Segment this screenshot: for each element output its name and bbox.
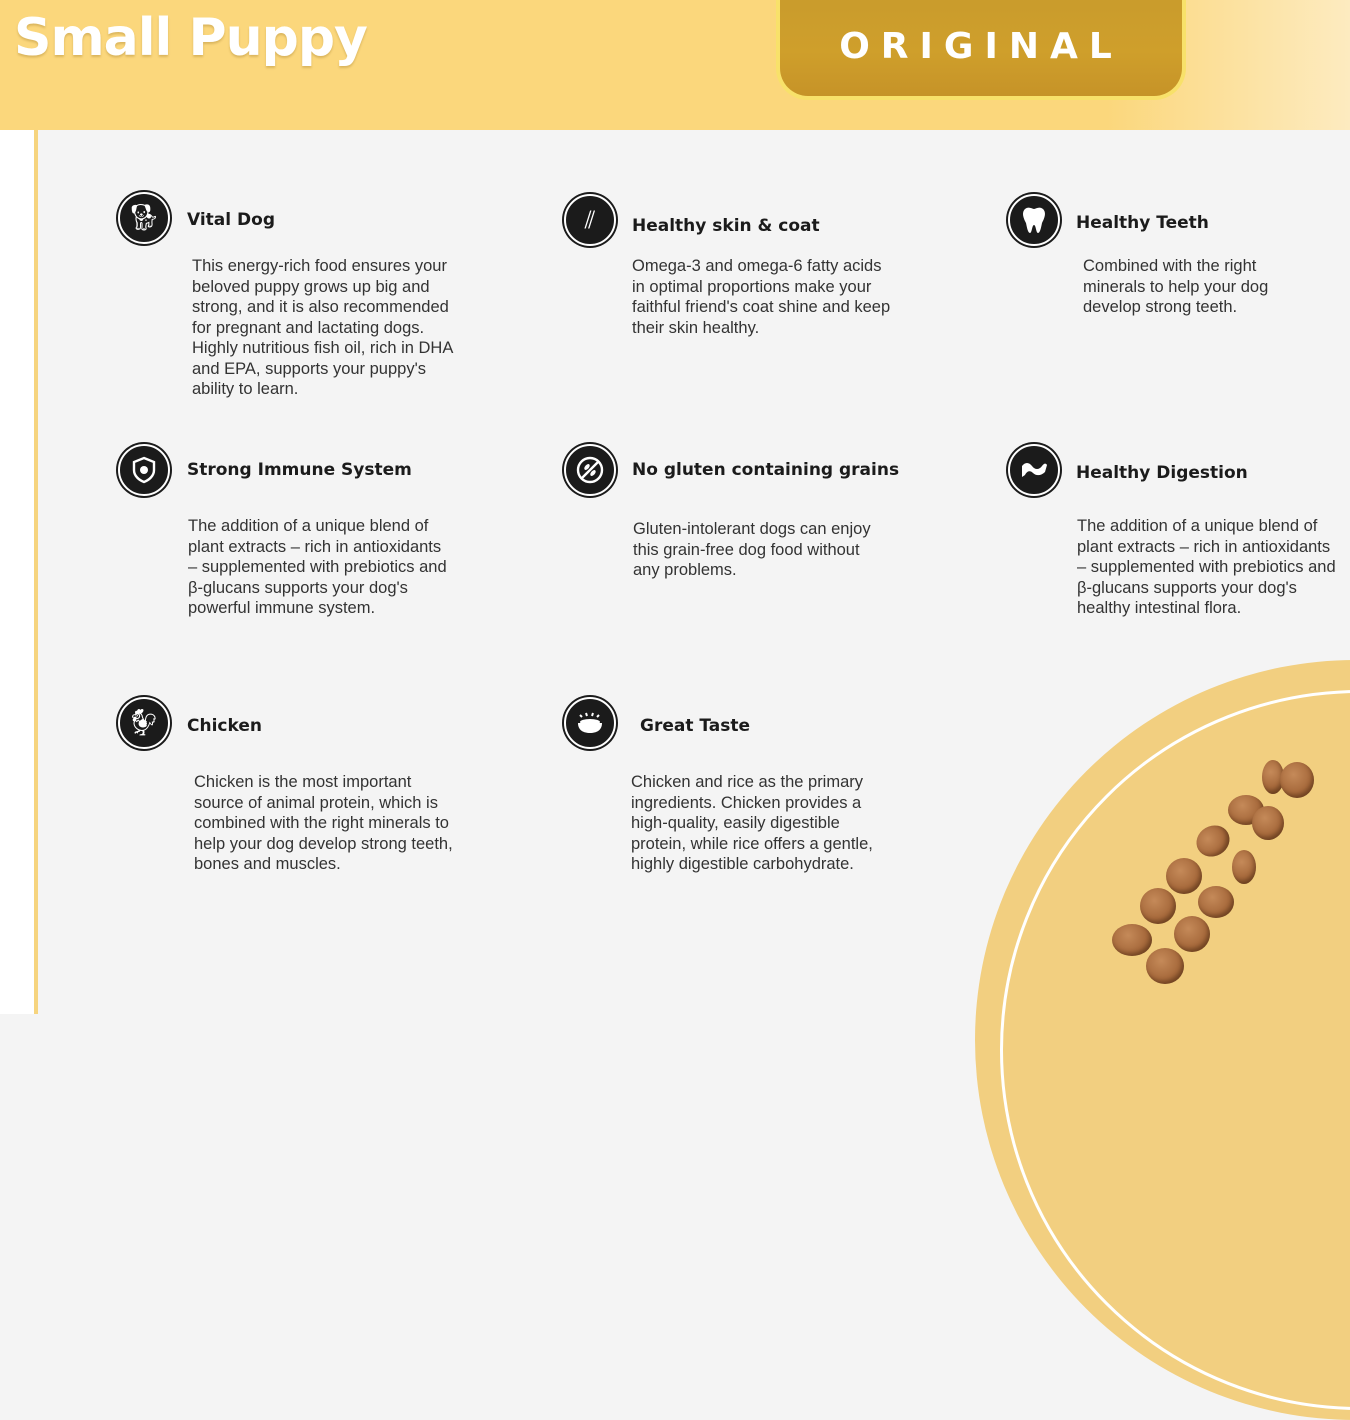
feature-description: Combined with the right minerals to help your dog develop strong teeth. <box>1083 257 1269 316</box>
food-bowl-icon <box>564 697 616 749</box>
left-margin <box>0 130 35 1014</box>
tooth-icon <box>1008 194 1060 246</box>
fur-coat-icon: ⫽ <box>564 194 616 246</box>
header-banner <box>0 0 1350 130</box>
kibble-piece <box>1232 850 1256 884</box>
kibble-piece <box>1198 886 1234 918</box>
feature-title: Healthy Digestion <box>1076 463 1248 483</box>
feature-title: Healthy Teeth <box>1076 213 1209 233</box>
shield-virus-icon <box>118 444 170 496</box>
chicken-icon: 🐓︎ <box>118 697 170 749</box>
feature-description: Omega-3 and omega-6 fatty acids in optimal proportions make your faithful friend's coat shine and keep their skin healthy. <box>632 257 891 337</box>
feature-description: Chicken and rice as the primary ingredients. Chicken provides a high-quality, easily digestible protein, while rice offers a gentle, highly digestible carbohydrate. <box>631 773 873 873</box>
feature-title: Chicken <box>187 716 262 736</box>
kibble-piece <box>1280 762 1314 798</box>
badge-label: ORIGINAL <box>839 26 1123 67</box>
feature-description: The addition of a unique blend of plant extracts – rich in antioxidants – supplemented with prebiotics and β-glucans supports your dog's healthy intestinal flora. <box>1077 517 1336 617</box>
feature-title: Healthy skin & coat <box>632 216 820 236</box>
feature-description: Chicken is the most important source of animal protein, which is combined with the right minerals to help your dog develop strong teeth, bones and muscles. <box>194 773 453 873</box>
feature-title: Strong Immune System <box>187 460 412 480</box>
kibble-piece <box>1252 806 1284 840</box>
feature-description: The addition of a unique blend of plant extracts – rich in antioxidants – supplemented with prebiotics and β-glucans supports your dog's powerful immune system. <box>188 517 447 617</box>
decorative-ring <box>1000 690 1350 1410</box>
kibble-piece <box>1146 948 1184 984</box>
original-badge <box>776 0 1186 100</box>
kibble-piece <box>1112 924 1152 956</box>
kibble-piece <box>1166 858 1202 894</box>
kibble-piece <box>1174 916 1210 952</box>
feature-title: No gluten containing grains <box>632 460 900 480</box>
feature-description: This energy-rich food ensures your beloved puppy grows up big and strong, and it is also recommended for pregnant and lactating dogs. Highly nutritious fish oil, rich in DHA and EPA, supports your puppy's ability to learn. <box>192 257 453 398</box>
left-accent-line <box>34 130 38 1014</box>
feature-title: Great Taste <box>640 716 751 736</box>
running-dog-icon: 🐕︎ <box>118 192 170 244</box>
product-title: Small Puppy <box>14 8 367 68</box>
digestion-icon <box>1008 444 1060 496</box>
kibble-piece <box>1140 888 1176 924</box>
feature-title: Vital Dog <box>187 210 275 230</box>
feature-description: Gluten-intolerant dogs can enjoy this grain-free dog food without any problems. <box>633 520 871 579</box>
no-grain-icon <box>564 444 616 496</box>
